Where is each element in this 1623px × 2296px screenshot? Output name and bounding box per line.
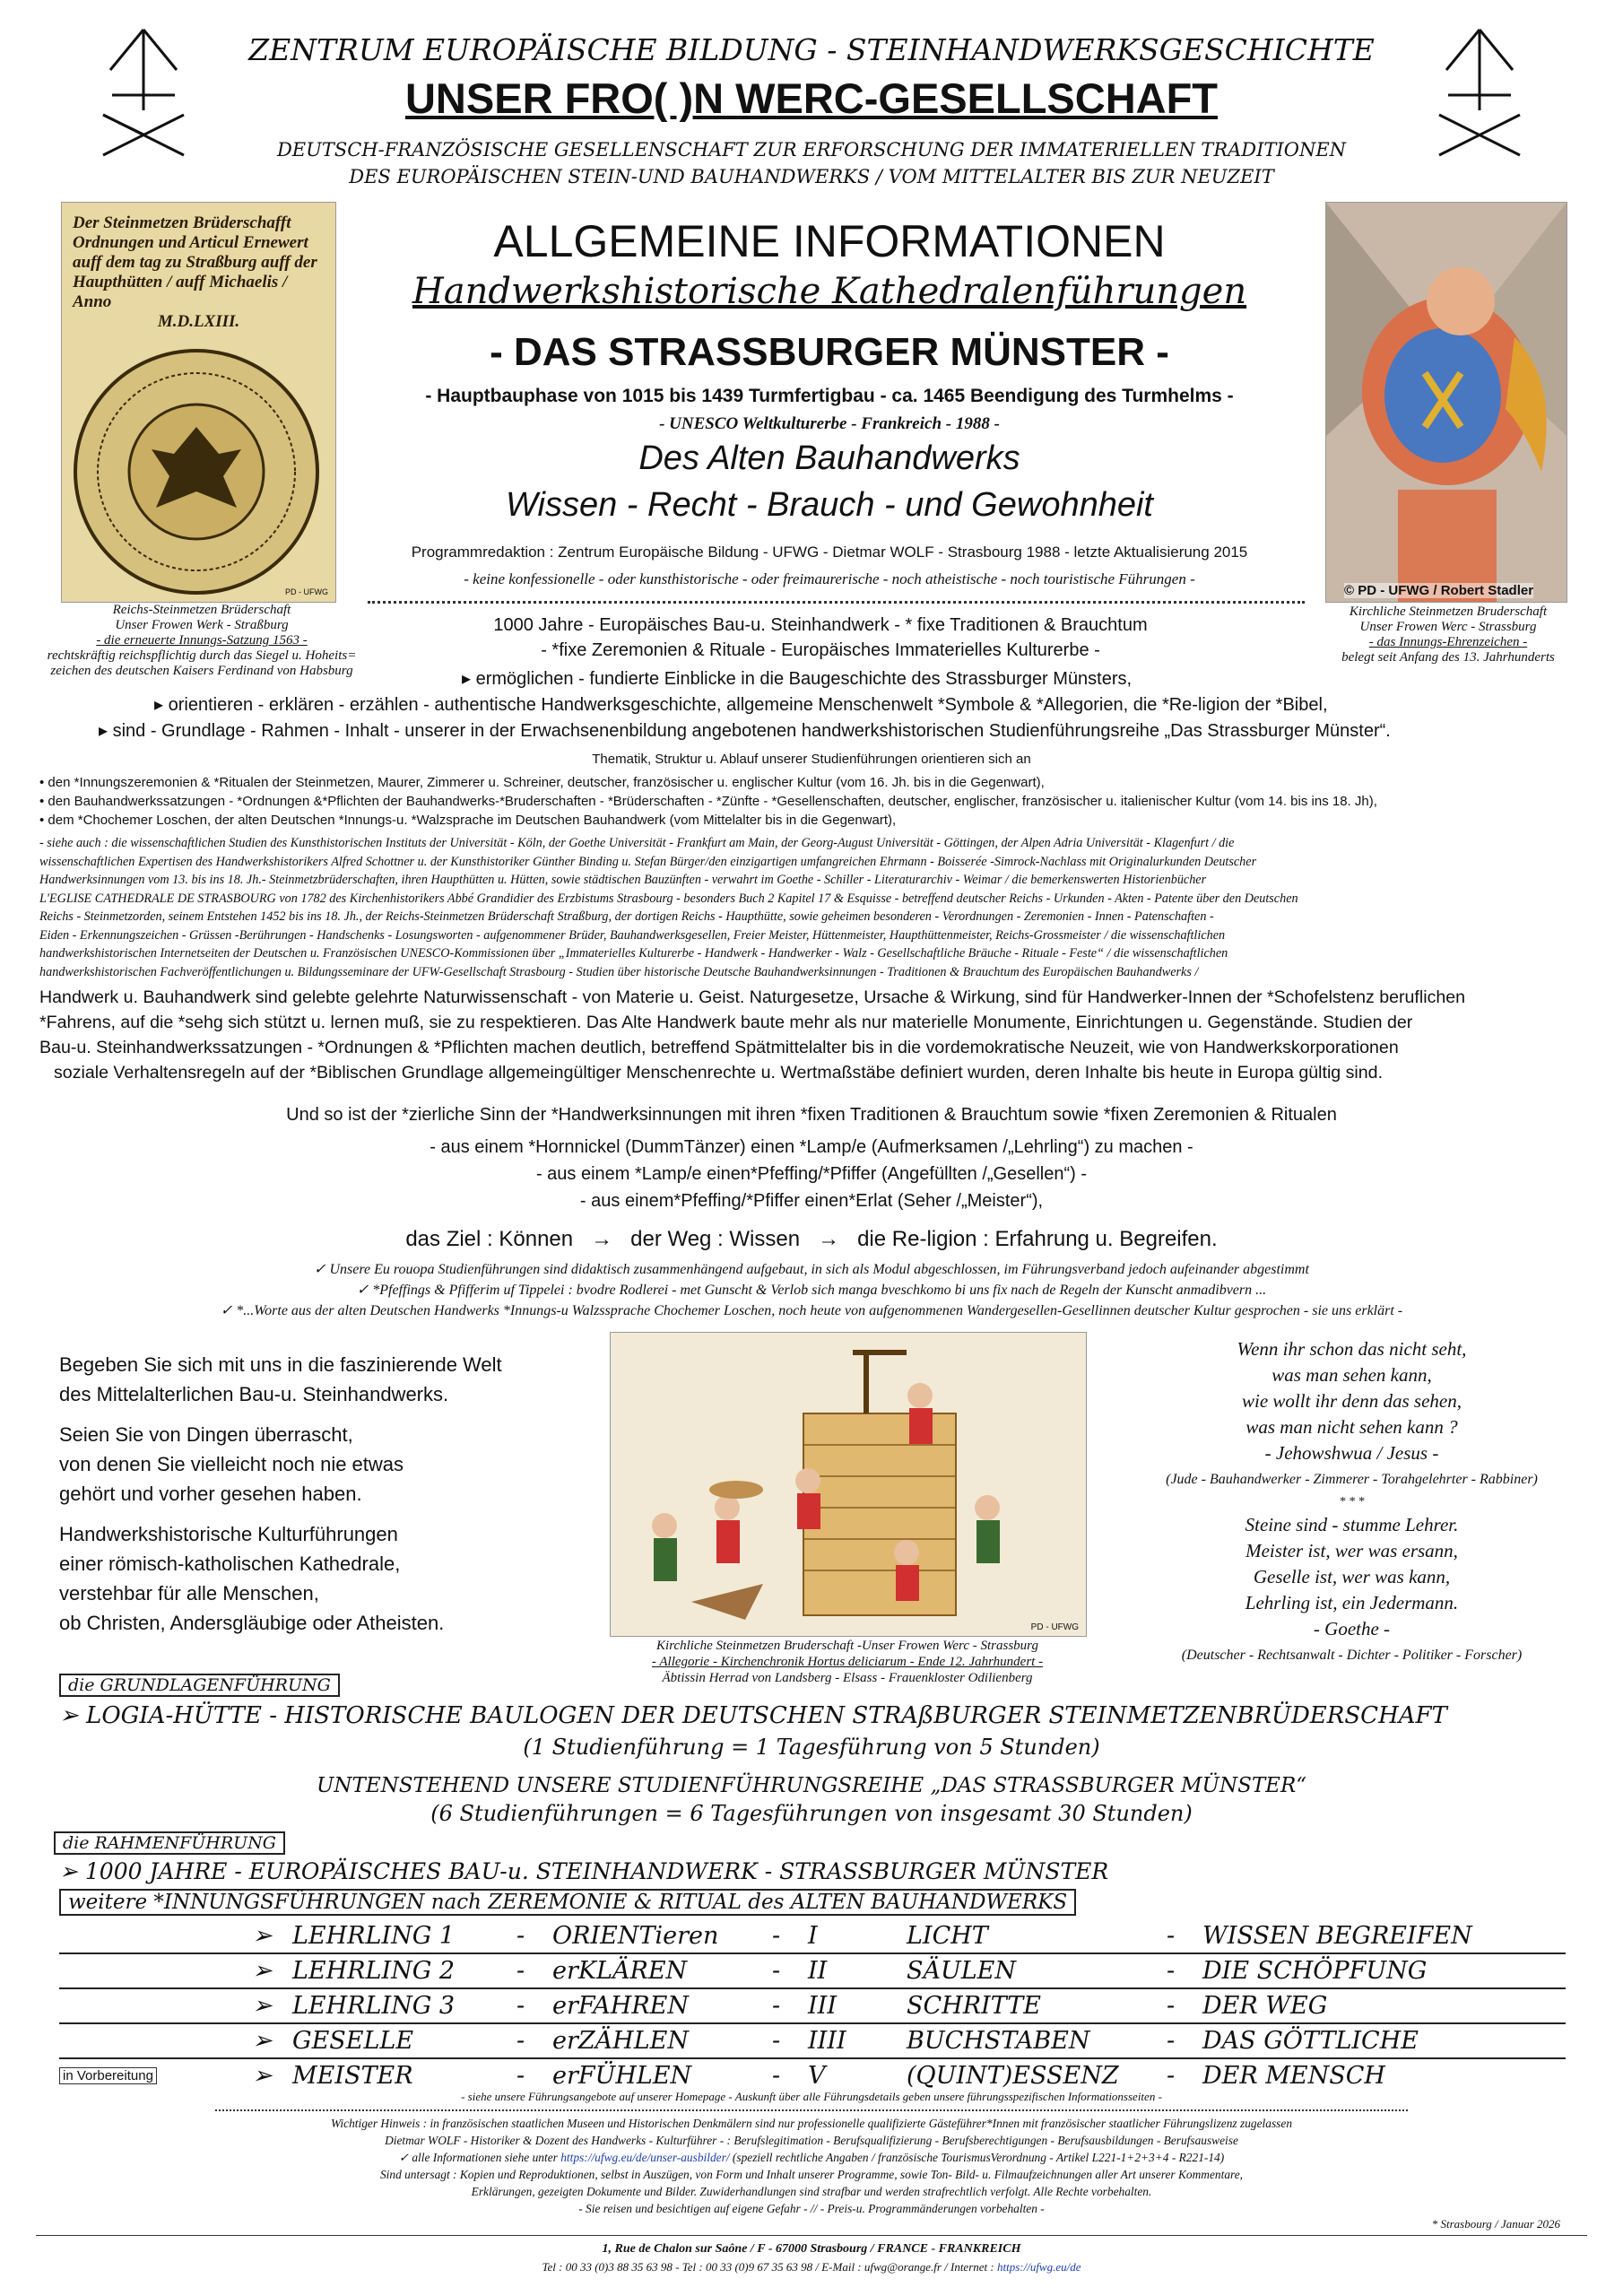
center-cap-2: - Allegorie - Kirchenchronik Hortus deliciarum - Ende 12. Jahrhundert - — [651, 1655, 1044, 1669]
footer-f2: Dietmar WOLF - Historiker & Dozent des Handwerks - Kulturführer - : Berufslegitimation - Berufsqualifizierung - Berufsberechtigungen - Berufsausbildungen - Berufsausweise — [385, 2134, 1238, 2147]
dash: - — [516, 2027, 525, 2055]
grade-theme: WISSEN BEGREIFEN — [1202, 1922, 1472, 1950]
footer-f3 — [36, 2149, 1587, 2166]
grade-row — [59, 1954, 1566, 1989]
seal-icon — [62, 337, 335, 603]
thematik-b3: • dem *Chochemer Loschen, der alten Deutschen *Innungs-u. *Walzsprache im Deutschen Bauhandwerk (vom Mittelalter bis in die Gegenwart), — [39, 813, 897, 828]
grade-verb: erFAHREN — [552, 1992, 689, 2020]
in-vorbereitung-badge: in Vorbereitung — [59, 2067, 157, 2084]
title-sub2: Wissen - Recht - Brauch - und Gewohnheit — [506, 486, 1153, 524]
grade-pre — [59, 2024, 252, 2057]
grade-pre — [59, 1954, 252, 1987]
arrow-icon: ➢ — [252, 2062, 273, 2090]
grade-pre — [59, 1989, 252, 2022]
para-line: *Fahrens, auf die *sehg sich stützt u. lernen muß, sie zu respektieren. Das Alte Handwerk baute mehr als nur materielle Monumente, Einrichtungen u. Gegenstände. Studien der — [39, 1013, 1413, 1032]
footer-f3-post: (speziell rechtliche Angaben / französische TourismusVerordnung - Artikel L221-1+2+3+4 - R221-14) — [732, 2151, 1225, 2164]
book-cover-image — [61, 202, 336, 603]
siehe-line: Handwerksinnungen vom 13. bis ins 18. Jh.- Steinmetzbrüderschaften, ihren Haupthütten u. Hütten, sowie städtischen Bauzünften - verwahrt im Goethe - Schiller - Literaturarchiv - Weimar / die bemerkenswerten Historienbücher — [39, 873, 1207, 887]
builders-credit: PD - UFWG — [1030, 1622, 1079, 1632]
quote-author-desc: (Deutscher - Rechtsanwalt - Dichter - Politiker - Forscher) — [1181, 1648, 1523, 1663]
right-image-caption — [1305, 604, 1592, 665]
grade-name: MEISTER — [292, 2062, 413, 2090]
arrow-icon: ➢ — [252, 1957, 273, 1985]
rahmen-tag-label: die RAHMENFÜHRUNG — [54, 1831, 285, 1855]
header-line1: ZENTRUM EUROPÄISCHE BILDUNG - STEINHANDWERKSGESCHICHTE — [248, 32, 1375, 67]
left-invitation-text — [59, 1350, 502, 1638]
grade-row — [59, 2024, 1566, 2059]
builders-illustration — [610, 1332, 1087, 1637]
book-year: M.D.LXIII. — [157, 312, 240, 331]
intro-l3: ▸ ermöglichen - fundierte Einblicke in die Baugeschichte des Strassburger Münsters, — [462, 669, 1133, 689]
sinn-l1: Und so ist der *zierliche Sinn der *Handwerksinnungen mit ihren *fixen Traditionen & Brauchtum sowie *fixen Zeremonien & Ritualen — [286, 1105, 1337, 1125]
siehe-line: Eiden - Erkennungszeichen - Grüssen -Berührungen - Handschenks - Losungsworten - aufgenommener Brüder, Bauhandwerksgesellen, Freier Meister, Hüttenmeister, Haupthüttenmeister, Reichs-Grossmeister / die wissenschaftlichen — [39, 927, 1226, 943]
grade-num: IIII — [808, 2027, 846, 2055]
right-quote-block — [1103, 1336, 1601, 1668]
grade-verb: erKLÄREN — [552, 1957, 688, 1985]
siehe-line: handwerkshistorischen Fachveröffentlichungen u. Bildungsseminare der UFW-Gesellschaft Strasbourg - Studien über historische Deutsche Bauhandwerksinnungen - Traditionen & Brauchtum des Europäischen Bauhandwerks / — [39, 964, 1199, 979]
left-cap-3: - die erneuerte Innungs-Satzung 1563 - — [96, 633, 308, 648]
siehe-line: wissenschaftlichen Expertisen des Handwerkshistorikers Alfred Schottner u. der Kunsthistoriker Günther Binding u. Stefan Bürger/den einzigartigen umfangreichen Ehrmann - Boisserée -Simrock-Nachlass mit Originalurkunden Deutscher — [39, 854, 1257, 869]
dash: - — [772, 1992, 781, 2020]
grade-verb: erZÄHLEN — [552, 2027, 689, 2055]
dash: - — [772, 1922, 781, 1950]
footer-f4: Sind untersagt : Kopien und Reproduktionen, selbst in Auszügen, von Form und Inhalt unserer Programme, sowie Ton- Bild- u. Filmaufzeichnungen aller Art unserer Kommentare, — [379, 2168, 1244, 2181]
dash: - — [1167, 1922, 1176, 1950]
footer-date: * Strasbourg / Januar 2026 — [1431, 2217, 1560, 2231]
title-disclaimer: - keine konfessionelle - oder kunsthistorische - oder freimaurerische - noch atheistische - noch touristische Führungen - — [464, 570, 1195, 587]
siehe-auch-block — [39, 834, 1591, 981]
dash: - — [772, 2027, 781, 2055]
grade-name: LEHRLING 1 — [292, 1922, 456, 1950]
footer-contact — [36, 2260, 1587, 2274]
siehe-line: - siehe auch : die wissenschaftlichen Studien des Kunsthistorischen Instituts der Universität - Köln, der Goethe Universität - Frankfurt am Main, der Georg-August Universität - Göttingen, der Alpen Adria Universität - Klagenfurt / die — [39, 836, 1235, 850]
grund-sub: (1 Studienführung = 1 Tagesführung von 5 Stunden) — [523, 1735, 1100, 1760]
left-text-line: ob Christen, Andersgläubige oder Atheisten. — [59, 1612, 445, 1634]
dash: - — [772, 2062, 781, 2090]
grade-name: LEHRLING 2 — [292, 1957, 456, 1985]
check-line: ✓ *Pfeffings & Pfifferim uf Tippelei : bvodre Rodlerei - met Gunscht & Verlob sich manga bveschkomo bi uns fix nach de Regeln der Kunscht anmadibvern ... — [356, 1283, 1267, 1298]
check-line: ✓ *...Worte aus der alten Deutschen Handwerks *Innungs-u Walzssprache Chochemer Loschen, noch heute von aufgenommenen Wandergesellen-Gesellinnen deutscher Kultur gesprochen - sie uns erklärt - — [220, 1303, 1403, 1318]
left-text-line: Handwerkshistorische Kulturführungen — [59, 1523, 398, 1545]
grade-row — [59, 1919, 1566, 1954]
grades-table — [59, 1919, 1566, 2092]
dash: - — [1167, 1992, 1176, 2020]
right-cap-3: - das Innungs-Ehrenzeichen - — [1368, 635, 1528, 649]
grade-theme: DER WEG — [1202, 1992, 1328, 2020]
ausbilder-link[interactable]: https://ufwg.eu/de/unser-ausbilder/ — [560, 2151, 730, 2164]
footer-f3-pre: ✓ alle Informationen siehe unter — [398, 2151, 558, 2164]
header-line4: DES EUROPÄISCHEN STEIN-UND BAUHANDWERKS / VOM MITTELALTER BIS ZUR NEUZEIT — [349, 166, 1274, 187]
dash: - — [1167, 2062, 1176, 2090]
intro-l4: ▸ orientieren - erklären - erzählen - authentische Handwerksgeschichte, allgemeine Menschenwelt *Symbole & *Allegorien, die *Re-ligion der *Bibel, — [154, 695, 1328, 715]
left-text-line: des Mittelalterlichen Bau-u. Steinhandwerks. — [59, 1383, 449, 1405]
quote-author: - Jehowshwua / Jesus - — [1264, 1442, 1439, 1464]
quote-line: Steine sind - stumme Lehrer. — [1245, 1514, 1459, 1535]
emblem-angel-icon — [1326, 203, 1567, 602]
right-cap-1: Kirchliche Steinmetzen Bruderschaft — [1349, 604, 1548, 619]
dash: - — [1167, 2027, 1176, 2055]
grade-num: I — [808, 1922, 818, 1950]
sinn-ziel: das Ziel : Können → der Weg : Wissen → die Re-ligion : Erfahrung u. Begreifen. — [405, 1227, 1218, 1251]
quote-line: wie wollt ihr denn das sehen, — [1242, 1390, 1462, 1412]
mason-mark-right-icon — [1430, 25, 1529, 160]
dotted-divider — [368, 601, 1305, 604]
left-cap-1: Reichs-Steinmetzen Brüderschaft — [112, 603, 291, 617]
left-text-line: Seien Sie von Dingen überrascht, — [59, 1423, 353, 1446]
thematik-head: Thematik, Struktur u. Ablauf unserer Studienführungen orientieren sich an — [592, 752, 1031, 767]
rahmen-tag — [54, 1831, 285, 1855]
footer-f0: - siehe unsere Führungsangebote auf unserer Homepage - Auskunft über alle Führungsdetails geben unsere führungsspezifischen Informationsseiten - — [461, 2090, 1162, 2103]
intro-l5: ▸ sind - Grundlage - Rahmen - Inhalt - unserer in der Erwachsenenbildung angebotenen handwerkshistorischen Studienführungsreihe „Das Strassburger Münster“. — [99, 721, 1391, 741]
grund-line: ➢ LOGIA-HÜTTE - HISTORISCHE BAULOGEN DER DEUTSCHEN STRAßBURGER STEINMETZENBRÜDERSCHAFT — [59, 1702, 1447, 1729]
center-image-caption — [538, 1638, 1157, 1686]
rahmen-line: ➢ 1000 JAHRE - EUROPÄISCHES BAU-u. STEINHANDWERK - STRASSBURGER MÜNSTER — [59, 1858, 1109, 1884]
sinn-l2: - aus einem *Hornnickel (DummTänzer) einen *Lamp/e (Aufmerksamen /„Lehrling“) zu machen - — [430, 1137, 1193, 1157]
left-text-line: von denen Sie vielleicht noch nie etwas — [59, 1453, 404, 1475]
grade-word: (QUINT)ESSENZ — [907, 2062, 1119, 2090]
rahmen-weitere — [59, 1889, 1076, 1916]
grund-unten-sub: (6 Studienführungen = 6 Tagesführungen von insgesamt 30 Stunden) — [430, 1801, 1193, 1826]
quote-line: Geselle ist, wer was kann, — [1253, 1566, 1451, 1587]
grade-word: BUCHSTABEN — [907, 2027, 1090, 2055]
title-phase: - Hauptbauphase von 1015 bis 1439 Turmfertigbau - ca. 1465 Beendigung des Turmhelms - — [425, 386, 1234, 406]
grade-name: LEHRLING 3 — [292, 1992, 456, 2020]
book-credit: PD - UFWG — [285, 587, 328, 596]
arrow-icon: ➢ — [252, 2027, 273, 2055]
grund-tag-label: die GRUNDLAGENFÜHRUNG — [59, 1674, 340, 1697]
intro-l1: 1000 Jahre - Europäisches Bau-u. Steinhandwerk - * fixe Traditionen & Brauchtum — [493, 615, 1148, 635]
grade-word: LICHT — [907, 1922, 988, 1950]
grade-theme: DIE SCHÖPFUNG — [1202, 1957, 1428, 1985]
dash: - — [516, 2062, 525, 2090]
builders-scene-icon — [611, 1333, 1086, 1636]
left-cap-5: zeichen des deutschen Kaisers Ferdinand von Habsburg — [50, 664, 353, 678]
header-line3: DEUTSCH-FRANZÖSISCHE GESELLENSCHAFT ZUR ERFORSCHUNG DER IMMATERIELLEN TRADITIONEN — [276, 139, 1347, 161]
grund-tag — [59, 1674, 340, 1697]
title-sub1: Des Alten Bauhandwerks — [638, 439, 1020, 477]
grade-verb: ORIENTieren — [552, 1922, 719, 1950]
grade-row — [59, 2059, 1566, 2092]
quote-line: was man nicht sehen kann ? — [1245, 1416, 1458, 1438]
intro-l2: - *fixe Zeremonien & Rituale - Europäisches Immaterielles Kulturerbe - — [541, 640, 1100, 660]
para-line: Handwerk u. Bauhandwerk sind gelebte gelehrte Naturwissenschaft - von Materie u. Geist. Naturgesetze, Ursache & Wirkung, sind für Handwerker-Innen der *Schofelstenz beruflichen — [39, 987, 1466, 1007]
grund-unten: UNTENSTEHEND UNSERE STUDIENFÜHRUNGSREIHE „DAS STRASSBURGER MÜNSTER“ — [316, 1774, 1307, 1797]
footer-block — [36, 2115, 1587, 2217]
emblem-image — [1325, 202, 1567, 603]
footer-rule — [36, 2235, 1587, 2236]
title-unesco: - UNESCO Weltkulturerbe - Frankreich - 1988 - — [659, 414, 1000, 433]
footer-f6: - Sie reisen und besichtigen auf eigene Gefahr - // - Preis-u. Programmänderungen vorbehalten - — [578, 2202, 1045, 2215]
thematik-b1: • den *Innungszeremonien & *Ritualen der Steinmetzen, Maurer, Zimmerer u. Schreiner, deutscher, französischer u. englischer Kultur (vom 16. Jh. bis in die Gegenwart), — [39, 775, 1045, 790]
left-text-line: Begeben Sie sich mit uns in die faszinierende Welt — [59, 1353, 502, 1376]
grade-name: GESELLE — [292, 2027, 414, 2055]
siehe-line: handwerkshistorischen Internetseiten der Deutschen u. Französischen UNESCO-Kommissionen über „Immaterielles Kulturerbe - Handwerk - Handwerker - Walz - Gesellschaftliche Bräuche - Rituale - Feste“ / die wissenschaftlichen — [39, 946, 1228, 961]
quote-author-desc: (Jude - Bauhandwerker - Zimmerer - Torahgelehrter - Rabbiner) — [1166, 1472, 1538, 1487]
dash: - — [516, 1992, 525, 2020]
grade-word: SÄULEN — [907, 1957, 1017, 1985]
quote-line: Lehrling ist, ein Jedermann. — [1245, 1592, 1459, 1613]
grade-row — [59, 1989, 1566, 2024]
mason-mark-left-icon — [94, 25, 193, 160]
main-paragraph — [39, 985, 1591, 1085]
quote-author: - Goethe - — [1313, 1618, 1391, 1639]
sinn-l3: - aus einem *Lamp/e einen*Pfeffing/*Pfiffer (Angefüllten /„Gesellen“) - — [535, 1164, 1088, 1184]
left-cap-2: Unser Frowen Werk - Straßburg — [115, 618, 289, 632]
title-main: ALLGEMEINE INFORMATIONEN — [493, 216, 1166, 266]
footer-address: 1, Rue de Chalon sur Saône / F - 67000 Strasbourg / FRANCE - FRANKREICH — [602, 2242, 1021, 2256]
checks-block — [54, 1259, 1569, 1321]
grade-pre — [59, 1919, 252, 1952]
grade-theme: DER MENSCH — [1202, 2062, 1385, 2090]
sinn-l4: - aus einem*Pfeffing/*Pfiffer einen*Erlat (Seher /„Meister“), — [579, 1191, 1044, 1211]
right-cap-2: Unser Frowen Werc - Strassburg — [1359, 620, 1537, 634]
center-cap-1: Kirchliche Steinmetzen Bruderschaft -Unser Frowen Werc - Strassburg — [656, 1639, 1038, 1653]
footer-divider — [215, 2109, 1408, 2111]
grade-word: SCHRITTE — [907, 1992, 1041, 2020]
left-cap-4: rechtskräftig reichspflichtig durch das Siegel u. Hoheits= — [47, 648, 357, 663]
website-link[interactable]: https://ufwg.eu/de — [996, 2260, 1081, 2274]
siehe-line: L'EGLISE CATHEDRALE DE STRASBOURG von 1782 des Kirchenhistorikers Abbé Grandidier des Erzbistums Strasbourg - besonders Buch 2 Kapitel 17 & Esquisse - betreffend deutscher Reichs - Urkunden - Akten - Patente über den Deutschen — [39, 891, 1298, 906]
title-cathedral: - DAS STRASSBURGER MÜNSTER - — [490, 330, 1169, 374]
footer-f5: Erklärungen, gezeigten Dokumente und Bilder. Zuwiderhandlungen sind strafbar und werden strafrechtlich verfolgt. Alle Rechte vorbehalten. — [471, 2185, 1152, 2198]
footer-f1: Wichtiger Hinweis : in französischen staatlichen Museen und Historischen Denkmälern sind nur professionelle qualifizierte Gästeführer*Innen mit französischer staatlicher Führungslizenz zugelassen — [330, 2117, 1293, 2130]
book-title: Der Steinmetzen Brüderschafft Ordnungen und Articul Ernewert auff dem tag zu Straßburg auff der Haupthütten / auff Michaelis / Anno — [73, 213, 317, 311]
left-text-line: einer römisch-katholischen Kathedrale, — [59, 1552, 401, 1575]
title-redaktion: Programmredaktion : Zentrum Europäische Bildung - UFWG - Dietmar WOLF - Strasbourg 1988 - letzte Aktualisierung 2015 — [411, 544, 1248, 561]
quote-line: was man sehen kann, — [1271, 1364, 1432, 1386]
para-line: Bau-u. Steinhandwerkssatzungen - *Ordnungen & *Pflichten machen deutlich, betreffend Spätmittelalter bis in die vordemokratische Neuzeit, wie von Handwerkskorporationen — [39, 1038, 1399, 1057]
left-text-line: gehört und vorher gesehen haben. — [59, 1483, 362, 1505]
rahmen-weitere-label: weitere *INNUNGSFÜHRUNGEN nach ZEREMONIE & RITUAL des ALTEN BAUHANDWERKS — [59, 1889, 1076, 1916]
dash: - — [516, 1922, 525, 1950]
center-cap-3: Äbtissin Herrad von Landsberg - Elsass - Frauenkloster Odilienberg — [662, 1671, 1033, 1685]
emblem-credit: © PD - UFWG / Robert Stadler — [1344, 583, 1534, 598]
quote-separator: * * * — [1339, 1495, 1365, 1509]
para-line: soziale Verhaltensregeln auf der *Biblischen Grundlage allgemeingültiger Menschenrechte u. Wertmaßstäbe definiert wurden, deren Inhalte bis heute in Europa gültig sind. — [54, 1063, 1384, 1083]
header-line2: UNSER FRO( )N WERC-GESELLSCHAFT — [404, 74, 1218, 122]
siehe-line: Reichs - Steinmetzorden, seinem Entstehen 1452 bis ins 18. Jh., der Reichs-Steinmetzen Brüderschaft Straßburg, der dortigen Reichs - Haupthütte, sowie geheimen besonderen - Verordnungen - Zeremonien - Innen - Patenschaften - — [39, 909, 1214, 924]
quote-line: Wenn ihr schon das nicht seht, — [1237, 1338, 1467, 1360]
dash: - — [1167, 1957, 1176, 1985]
right-cap-4: belegt seit Anfang des 13. Jahrhunderts — [1341, 650, 1555, 665]
arrow-icon: ➢ — [252, 1992, 273, 2020]
check-line: ✓ Unsere Eu rouopa Studienführungen sind didaktisch zusammenhängend aufgebaut, in sich als Modul abgeschlossen, im Führungsverband jedoch aufeinander abgestimmt — [314, 1262, 1309, 1277]
thematik-b2: • den Bauhandwerkssatzungen - *Ordnungen &*Pflichten der Bauhandwerks-*Bruderschaften - *Brüderschaften - *Zünfte - *Gesellenschaften, deutscher, englischer, französischer u. italienischer Kultur (vom 14. bis ins 18. Jh), — [39, 794, 1377, 809]
grade-num: V — [808, 2062, 826, 2090]
grade-verb: erFÜHLEN — [552, 2062, 692, 2090]
quote-line: Meister ist, wer was ersann, — [1245, 1540, 1458, 1561]
left-text-line: verstehbar für alle Menschen, — [59, 1582, 319, 1605]
title-script: Handwerkshistorische Kathedralenführungen — [412, 271, 1247, 312]
grade-theme: DAS GÖTTLICHE — [1202, 2027, 1419, 2055]
grade-pre — [59, 2059, 252, 2092]
grade-num: III — [808, 1992, 837, 2020]
thematik-bullets — [39, 773, 1377, 830]
left-image-caption — [36, 603, 368, 679]
grade-num: II — [808, 1957, 828, 1985]
dash: - — [516, 1957, 525, 1985]
dash: - — [772, 1957, 781, 1985]
footer-tel: Tel : 00 33 (0)3 88 35 63 98 - Tel : 00 33 (0)9 67 35 63 98 / E-Mail : ufwg@orange.fr / Internet : — [542, 2260, 994, 2274]
arrow-icon: ➢ — [252, 1922, 273, 1950]
